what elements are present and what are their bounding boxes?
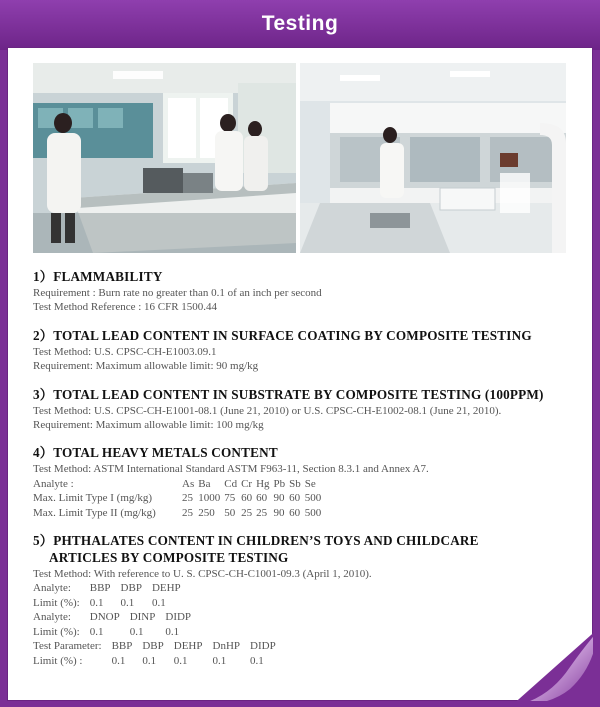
phthalates-group-3 <box>33 639 286 668</box>
requirement-line: Requirement : Burn rate no greater than 0.1 of an inch per second <box>33 287 322 299</box>
row-label: Test Parameter: <box>33 640 102 653</box>
section-lead-surface-coating <box>33 328 585 374</box>
table-cell: DEHP <box>173 640 203 653</box>
row-label: Limit (%): <box>33 625 80 638</box>
section-heading: PHTHALATES CONTENT IN CHILDREN’S TOYS AND CHILDCARE <box>53 533 479 549</box>
table-column-header: Sb <box>289 477 301 490</box>
table-header-label: Analyte : <box>33 477 74 490</box>
table-column-header: Pb <box>273 477 286 490</box>
table-cell: 0.1 <box>151 596 166 609</box>
table-cell: 0.1 <box>120 596 135 609</box>
table-column-header: Ba <box>198 477 211 490</box>
section-number: 3） <box>33 386 54 402</box>
table-row <box>33 639 286 653</box>
section-heading: TOTAL LEAD CONTENT IN SUBSTRATE BY COMPOSITE TESTING (100PPM) <box>53 386 544 402</box>
table-cell: 0.1 <box>89 625 104 638</box>
test-method-line: Test Method: U.S. CPSC-CH-E1001-08.1 (June 21, 2010) or U.S. CPSC-CH-E1002-08.1 (June 21, 2010). <box>33 404 502 417</box>
section-heading: FLAMMABILITY <box>53 269 163 284</box>
section-heading: TOTAL LEAD CONTENT IN SURFACE COATING BY COMPOSITE TESTING <box>53 327 532 343</box>
table-cell: 60 <box>289 492 301 505</box>
section-flammability <box>33 269 585 315</box>
table-cell: 0.1 <box>142 654 157 667</box>
table-cell: 0.1 <box>129 625 144 638</box>
table-cell: 1000 <box>198 492 221 505</box>
table-cell: DIDP <box>165 611 192 624</box>
table-cell: 500 <box>304 492 322 505</box>
section-heading: TOTAL HEAVY METALS CONTENT <box>53 445 278 461</box>
table-cell: DIDP <box>250 640 276 653</box>
test-sections <box>33 269 585 681</box>
row-label: Max. Limit Type II (mg/kg) <box>33 506 156 519</box>
table-row <box>33 581 191 595</box>
table-row <box>33 625 201 639</box>
table-cell: DBP <box>142 640 164 653</box>
table-cell: DBP <box>120 582 142 595</box>
row-label: Max. Limit Type I (mg/kg) <box>33 492 153 505</box>
table-column-header: Cd <box>224 477 238 490</box>
test-method-line: Test Method: U.S. CPSC-CH-E1003.09.1 <box>33 345 217 358</box>
table-cell: 50 <box>224 506 236 519</box>
row-label: Limit (%) : <box>33 654 83 667</box>
table-cell: DINP <box>129 611 156 624</box>
section-number: 5） <box>33 533 54 549</box>
section-title <box>33 445 585 461</box>
table-cell: 90 <box>273 506 285 519</box>
table-cell: 0.1 <box>111 654 126 667</box>
section-title <box>33 387 585 403</box>
requirement-line: Requirement: Maximum allowable limit: 100 mg/kg <box>33 419 264 432</box>
table-row <box>33 596 191 610</box>
table-cell: 25 <box>182 506 193 519</box>
table-cell: BBP <box>89 582 111 595</box>
section-phthalates <box>33 533 585 668</box>
section-heavy-metals <box>33 445 585 520</box>
test-method-line: Test Method: With reference to U. S. CPSC-CH-C1001-09.3 (April 1, 2010). <box>33 568 372 581</box>
table-cell: 0.1 <box>173 654 188 667</box>
table-column-header: As <box>182 477 195 490</box>
table-header-row <box>33 477 325 491</box>
table-cell: 60 <box>256 492 268 505</box>
requirement-line: Requirement: Maximum allowable limit: 90 mg/kg <box>33 360 259 373</box>
table-cell: 90 <box>273 492 285 505</box>
table-row <box>33 491 325 505</box>
row-label: Analyte: <box>33 611 71 624</box>
lab-photo-right <box>300 63 566 253</box>
test-method-line: Test Method Reference : 16 CFR 1500.44 <box>33 301 218 314</box>
table-column-header: Hg <box>256 477 270 490</box>
page-curl-decoration <box>510 627 593 701</box>
section-number: 4） <box>33 445 54 461</box>
table-cell: 500 <box>304 506 322 519</box>
table-row <box>33 654 286 668</box>
section-number: 2） <box>33 327 54 343</box>
section-title <box>33 328 585 344</box>
table-cell: 250 <box>198 506 215 519</box>
table-cell: 25 <box>241 506 253 519</box>
section-lead-substrate <box>33 387 585 433</box>
section-title <box>33 269 585 285</box>
table-cell: 60 <box>241 492 253 505</box>
row-label: Limit (%): <box>33 596 80 609</box>
lab-photo-left <box>33 63 296 253</box>
table-cell: 0.1 <box>212 654 227 667</box>
heavy-metals-table <box>33 477 325 520</box>
table-row <box>33 506 325 520</box>
test-method-line: Test Method: ASTM International Standard ASTM F963-11, Section 8.3.1 and Annex A7. <box>33 463 429 476</box>
section-title <box>33 533 585 549</box>
page-title: Testing <box>261 12 339 35</box>
table-cell: 25 <box>182 492 193 505</box>
row-label: Analyte: <box>33 582 71 595</box>
table-cell: 75 <box>224 492 236 505</box>
table-cell: DnHP <box>212 640 241 653</box>
table-column-header: Se <box>304 477 316 490</box>
section-heading-continued: ARTICLES BY COMPOSITE TESTING <box>49 550 289 566</box>
table-cell: DNOP <box>89 611 120 624</box>
table-cell: 0.1 <box>165 625 180 638</box>
content-card <box>7 47 593 701</box>
table-cell: 25 <box>256 506 268 519</box>
table-cell: 0.1 <box>250 654 264 667</box>
table-cell: DEHP <box>151 582 181 595</box>
phthalates-group-2 <box>33 610 201 639</box>
table-cell: 60 <box>289 506 301 519</box>
table-column-header: Cr <box>241 477 253 490</box>
table-row <box>33 610 201 624</box>
section-number: 1） <box>33 269 54 284</box>
table-cell: BBP <box>111 640 133 653</box>
header-bar <box>0 0 600 50</box>
table-cell: 0.1 <box>89 596 104 609</box>
phthalates-group-1 <box>33 581 191 610</box>
